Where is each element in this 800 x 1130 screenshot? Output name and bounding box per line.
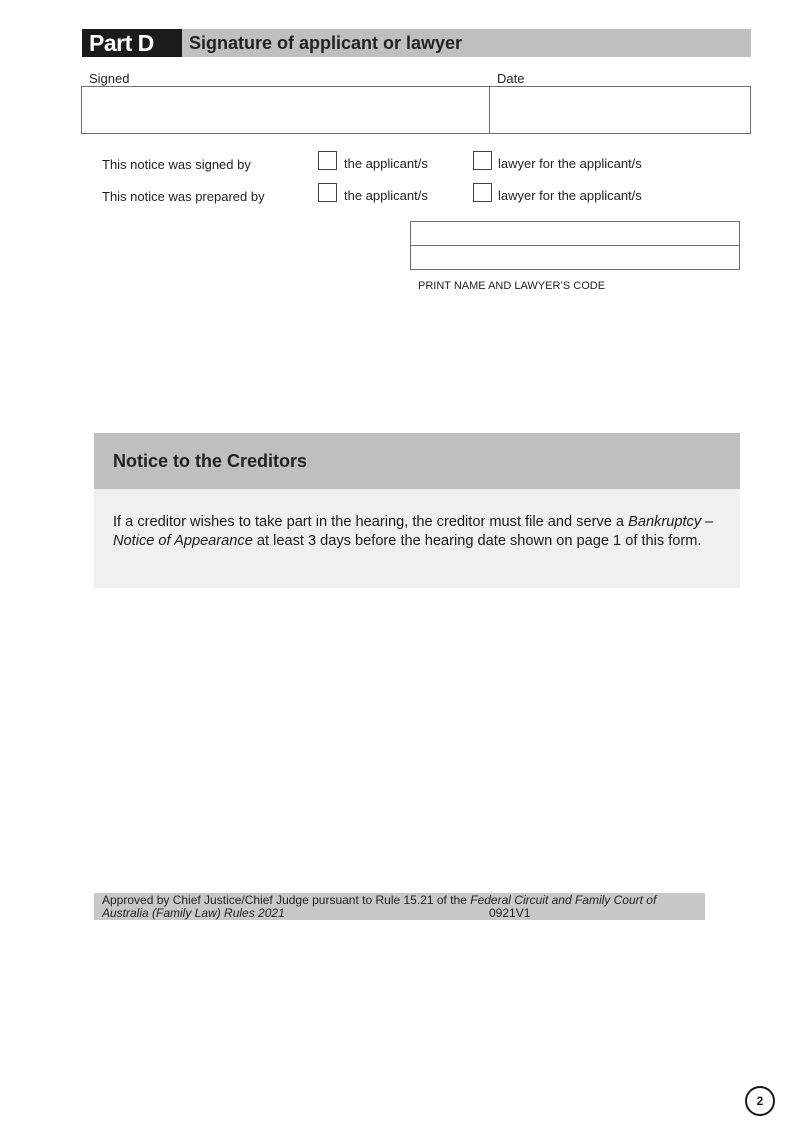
footer-line-2 (102, 906, 285, 920)
approval-footer (94, 893, 705, 920)
signed-label: Signed (89, 71, 130, 86)
prepared-by-label: This notice was prepared by (102, 189, 265, 204)
print-name-caption: PRINT NAME AND LAWYER’S CODE (418, 280, 606, 292)
date-field[interactable] (489, 86, 751, 134)
footer-rules-title-part-2: Australia (Family Law) Rules 2021 (102, 906, 285, 920)
print-name-box (410, 221, 740, 270)
footer-rules-title-part-1: Federal Circuit and Family Court of (470, 893, 657, 907)
notice-header-bar (94, 433, 740, 489)
prepared-by-lawyer-checkbox[interactable] (473, 183, 492, 202)
notice-body-text-end: at least 3 days before the hearing date shown on page 1 of this form. (256, 533, 702, 549)
notice-title: Notice to the Creditors (113, 451, 308, 471)
notice-form-name: Bankruptcy – Notice of Appearance (113, 514, 714, 549)
notice-body (113, 513, 725, 551)
signed-by-lawyer-label: lawyer for the applicant/s (498, 156, 642, 171)
footer-approved-text: Approved by Chief Justice/Chief Judge pursuant to Rule 15.21 of the (102, 893, 467, 907)
part-d-label: Part D (82, 29, 182, 57)
footer-line-1 (102, 893, 656, 907)
page-number: 2 (745, 1086, 775, 1116)
signed-by-label: This notice was signed by (102, 157, 251, 172)
notice-to-creditors-panel (94, 433, 740, 588)
print-name-field[interactable] (411, 222, 739, 246)
signed-by-applicant-checkbox[interactable] (318, 151, 337, 170)
prepared-by-applicant-checkbox[interactable] (318, 183, 337, 202)
date-label: Date (497, 71, 525, 86)
form-code: 0921V1 (489, 906, 531, 920)
part-d-title: Signature of applicant or lawyer (189, 33, 463, 53)
prepared-by-applicant-label: the applicant/s (344, 188, 428, 203)
signature-field[interactable] (81, 86, 490, 134)
lawyer-code-field[interactable] (411, 246, 739, 269)
notice-body-text-start: If a creditor wishes to take part in the hearing, the creditor must file and serve a (113, 514, 625, 530)
prepared-by-lawyer-label: lawyer for the applicant/s (498, 188, 642, 203)
signed-by-lawyer-checkbox[interactable] (473, 151, 492, 170)
signed-by-applicant-label: the applicant/s (344, 156, 428, 171)
